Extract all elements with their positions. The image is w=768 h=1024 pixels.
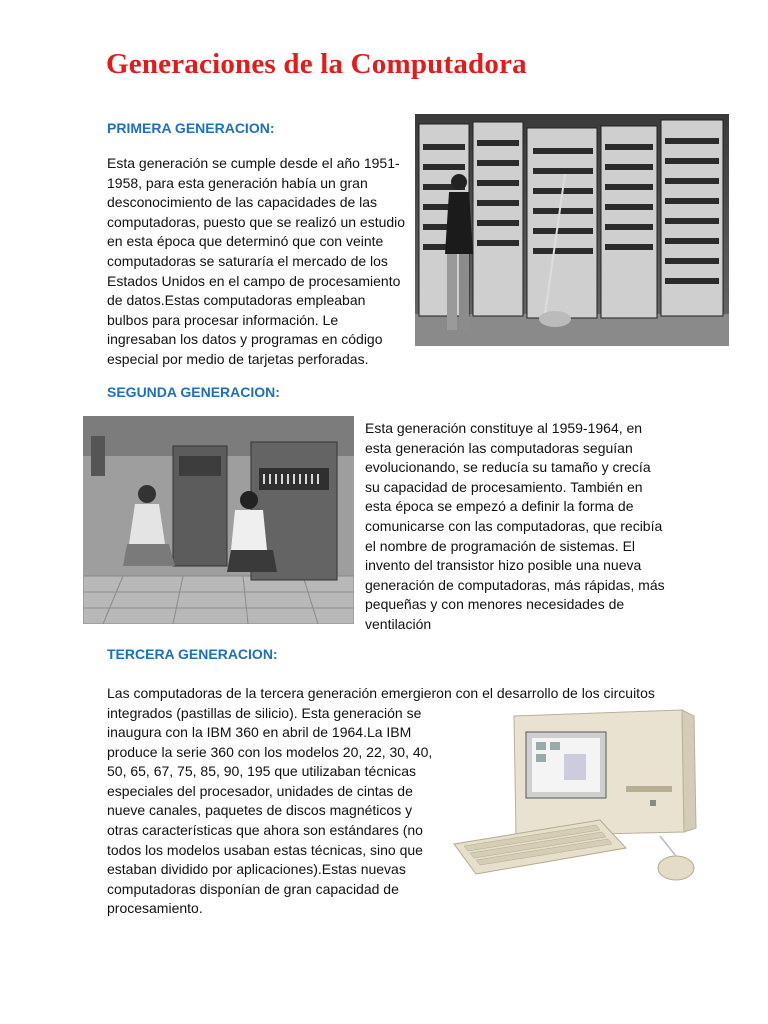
text-line: especiales del procesador, unidades de cintas de [107, 782, 413, 799]
text-line: estaban dividido por aplicaciones).Estas nuevas [107, 861, 406, 878]
text-line: ingresaban los datos y programas en código [107, 331, 383, 348]
page-title: Generaciones de la Computadora [106, 48, 527, 80]
text-line: generación de computadoras, más rápidas, más [365, 576, 665, 593]
text-line: pequeñas y con menores necesidades de [365, 596, 625, 613]
section-body-primera [107, 154, 407, 370]
text-line: procesamiento. [107, 900, 203, 917]
text-line: esta generación las computadoras seguían [365, 439, 633, 456]
text-line: todos los modelos usaban estas técnicas, sino que [107, 841, 423, 858]
text-line: en esta época que determinó que con veinte [107, 233, 384, 250]
text-line: produce la serie 360 con los modelos 20, 22, 30, 40, [107, 743, 433, 760]
text-line: integrados (pastillas de silicio). Esta generación se [107, 704, 422, 721]
text-line: computadoras se saturaría el mercado de los [107, 252, 388, 269]
text-line: nueve canales, paquetes de discos magnéticos y [107, 802, 413, 819]
text-line: Esta generación se cumple desde el año 1951- [107, 155, 400, 171]
ibm-operators-photo [83, 416, 354, 624]
text-line: evolucionando, se reducía su tamaño y crecía [365, 459, 651, 476]
text-line: 50, 65, 67, 75, 85, 90, 195 que utilizaban técnicas [107, 763, 417, 780]
section-heading-primera: PRIMERA GENERACION: [107, 120, 275, 136]
text-line: especial por medio de tarjetas perforadas. [107, 350, 369, 367]
text-line: inaugura con la IBM 360 en abril de 1964.La IBM [107, 724, 412, 740]
text-line: Esta generación constituye al 1959-1964, en [365, 420, 643, 436]
text-line: su capacidad de procesamiento. También en [365, 478, 643, 495]
vacuum-tube-computer-photo [415, 114, 729, 346]
text-line: computadoras, puesto que se realizó un estudio [107, 213, 406, 230]
section-heading-tercera: TERCERA GENERACION: [107, 646, 278, 662]
text-line: invento del transistor hizo posible una nueva [365, 557, 642, 574]
text-line: Estados Unidos en el campo de procesamiento [107, 272, 401, 289]
section-body-tercera [107, 723, 437, 919]
text-line: desconocimiento de las capacidades de las [107, 194, 378, 211]
text-line: el nombre de programación de sistemas. El [365, 537, 636, 554]
text-line: de datos.Estas computadoras empleaban [107, 292, 366, 309]
text-line: bulbos para procesar información. Le [107, 311, 339, 328]
text-line: comunicarse con las computadoras, que recibía [365, 517, 663, 534]
text-line: esta época se empezó a definir la forma de [365, 498, 634, 515]
section-body-segunda [365, 419, 665, 635]
personal-computer-photo [450, 708, 706, 890]
text-line: 1958, para esta generación había un gran [107, 174, 368, 191]
text-line: computadoras disponían de gran capacidad de [107, 880, 399, 897]
text-line: ventilación [365, 615, 432, 632]
section-heading-segunda: SEGUNDA GENERACION: [107, 384, 280, 400]
text-line: otras características que ahora son estándares (no [107, 821, 423, 838]
text-line: Las computadoras de la tercera generación emergieron con el desarrollo de los circuitos [107, 685, 655, 701]
